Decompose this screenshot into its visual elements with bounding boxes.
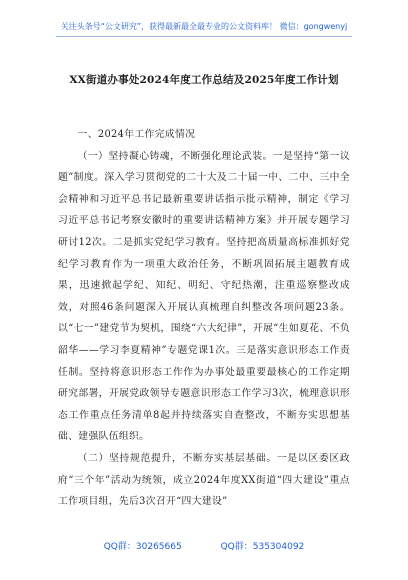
document-title: XX街道办事处2024年度工作总结及2025年度工作计划 bbox=[69, 74, 339, 86]
qq-group-1: QQ群：30265665 bbox=[103, 542, 182, 552]
footer bbox=[0, 539, 408, 552]
body-paragraph: （一）坚持凝心铸魂，不断强化理论武装。一是坚持“第一议题”制度。深入学习贯彻党的二十大及二十届一中、二中、三中全会精神和习近平总书记最新重要讲话指示批示精神，制定《学习习近平总书记考察安徽时的重要讲话精神方案》并开展专题学习研讨12次。二是抓实党纪学习教育。坚持把高质量高标准抓好党纪学习教育作为一项重大政治任务，不断巩固拓展主题教育成果，迅速掀起学纪、知纪、明纪、守纪热潮，注重巡察整改成效，对照46条问题深入开展认真梳理自纠整改各项问题23条。以“七一”建党节为契机，围绕“六大纪律”，开展“生如夏花、不负韶华——学习李夏精神”专题党课1次。三是落实意识形态工作责任制。坚持将意识形态工作作为办事处最重要最核心的工作定期研究部署，开展党政领导专题意识形态工作学习3次，梳理意识形态工作重点任务清单8起并持续落实自查整改，不断夯实思想基础、建强队伍组织。 bbox=[58, 150, 350, 443]
banner-divider bbox=[56, 36, 352, 37]
document-body bbox=[58, 124, 350, 513]
qq-group-2: QQ群：535304092 bbox=[220, 542, 305, 552]
promo-banner: 关注头条号“公文研究”，获得最新最全最专业的公文资料库！ 微信：gongwenyj bbox=[60, 22, 348, 31]
section-heading: 一、2024年工作完成情况 bbox=[77, 129, 196, 140]
body-paragraph: （二）坚持规范提升，不断夯实基层基础。一是以区委区政府“三个年”活动为统领，成立2024年度XX街道“四大建设”重点工作项目组，先后3次召开“四大建设” bbox=[58, 452, 350, 508]
